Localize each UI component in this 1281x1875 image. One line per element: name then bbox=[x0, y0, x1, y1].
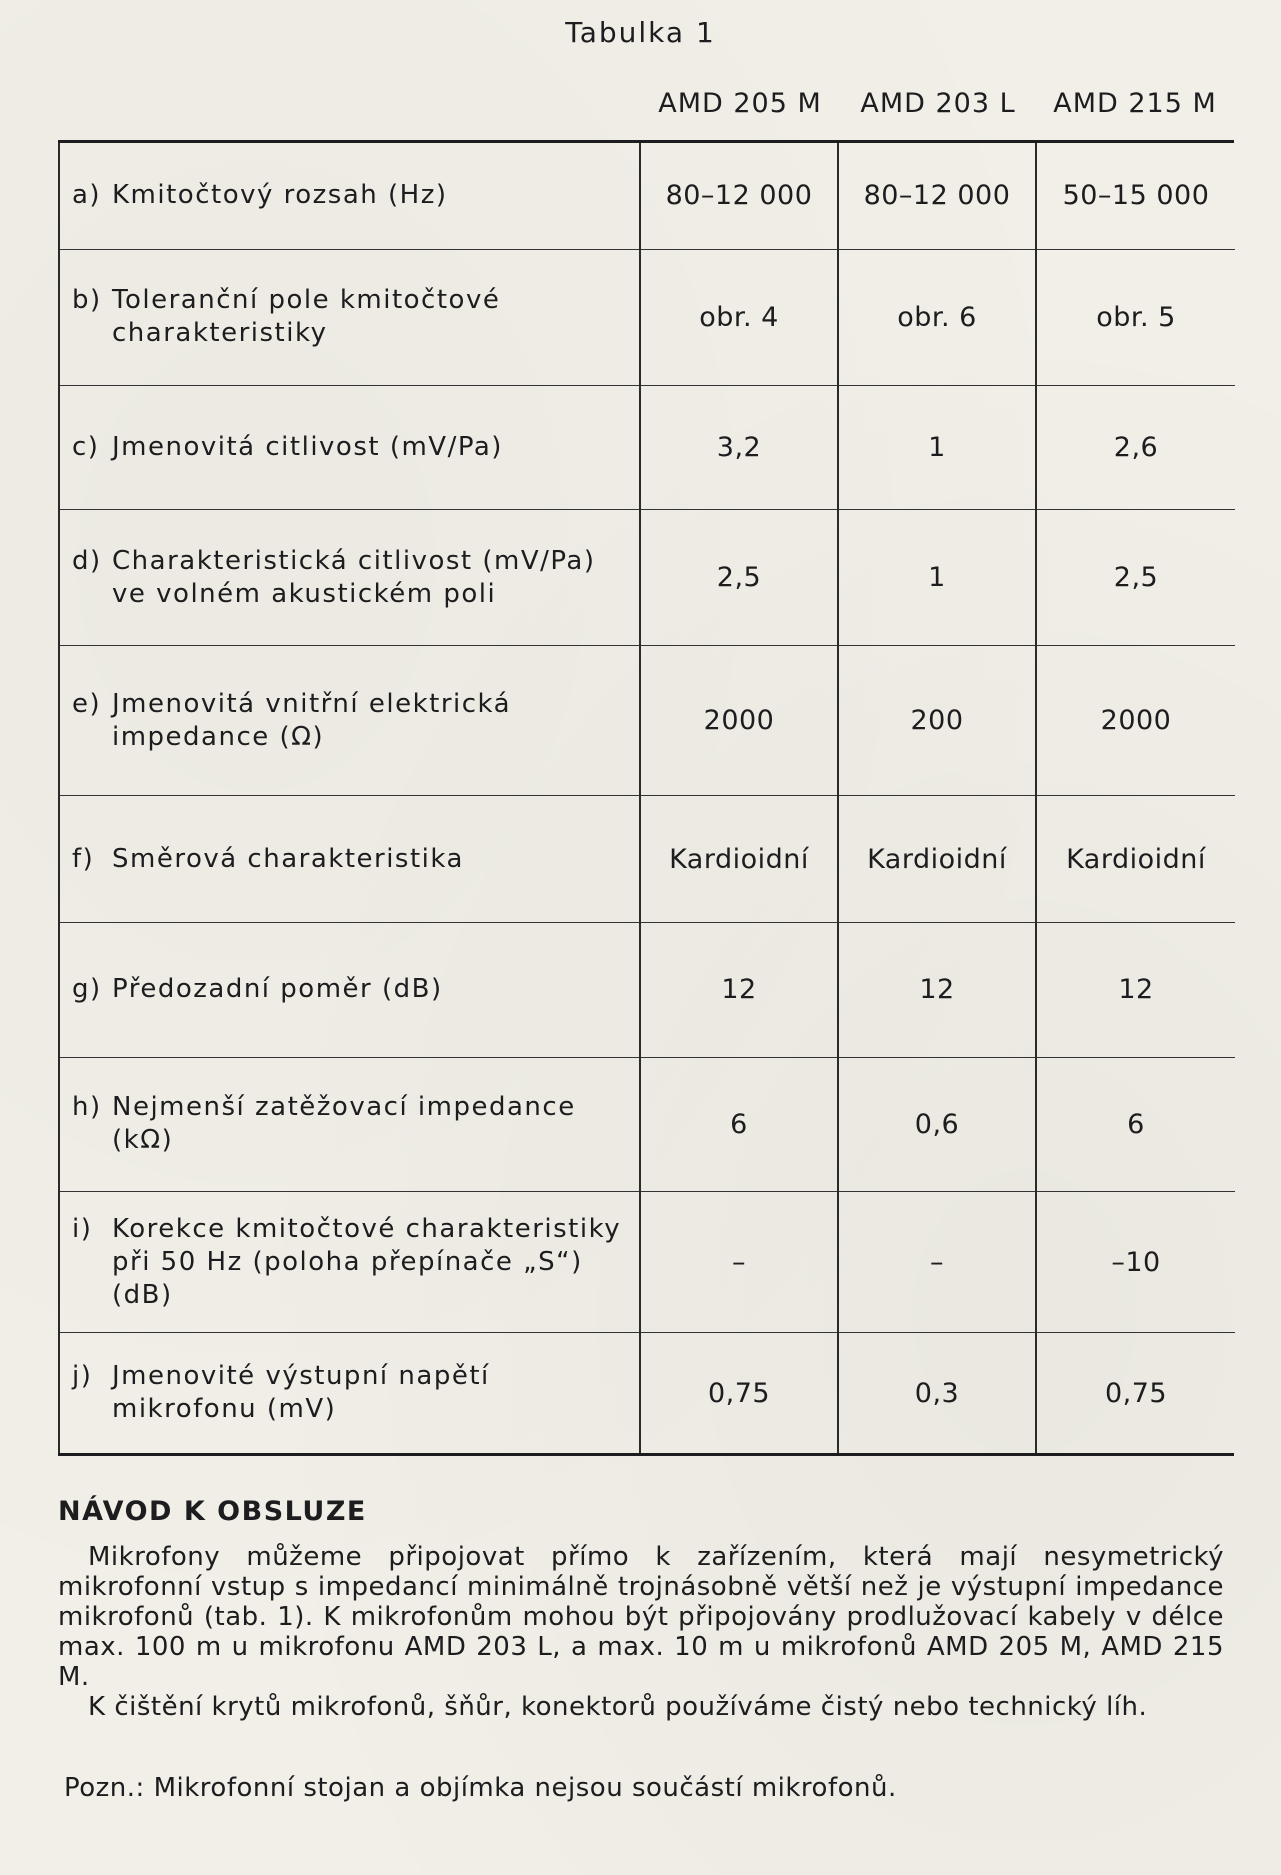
value-cell: 0,75 bbox=[1036, 1333, 1235, 1453]
value-cell: 6 bbox=[1036, 1057, 1235, 1192]
value-cell: 2,6 bbox=[1036, 386, 1235, 509]
row-label: Jmenovitá citlivost (mV/Pa) bbox=[112, 432, 503, 463]
value-cell: 80–12 000 bbox=[838, 143, 1036, 249]
instructions-paragraph: K čištění krytů mikrofonů, šňůr, konektorů používáme čistý nebo technický líh. bbox=[88, 1692, 1148, 1722]
value-cell: obr. 4 bbox=[640, 249, 838, 386]
row-key: a) bbox=[72, 180, 102, 211]
value-cell: Kardioidní bbox=[838, 796, 1036, 923]
instructions-body bbox=[58, 1542, 1224, 1722]
row-key: i) bbox=[72, 1213, 93, 1244]
row-key: f) bbox=[72, 843, 95, 874]
row-label: Jmenovité výstupní napětí mikrofonu (mV) bbox=[112, 1361, 490, 1425]
value-cell: 2000 bbox=[1036, 646, 1235, 796]
row-key: h) bbox=[72, 1092, 102, 1123]
value-cell: 200 bbox=[838, 646, 1036, 796]
row-label: Korekce kmitočtové charakteristiky při 50 Hz (poloha přepínače „S“) (dB) bbox=[112, 1213, 622, 1310]
spec-table-wrapper bbox=[58, 140, 1234, 1456]
row-label-cell bbox=[59, 1192, 640, 1333]
value-cell: 6 bbox=[640, 1057, 838, 1192]
row-label: Toleranční pole kmitočtové charakteristiky bbox=[112, 285, 501, 349]
table-row bbox=[59, 386, 1235, 509]
row-label: Charakteristická citlivost (mV/Pa) ve volném akustickém poli bbox=[112, 545, 596, 609]
row-label-cell bbox=[59, 1333, 640, 1453]
value-cell: 1 bbox=[838, 509, 1036, 646]
spec-table bbox=[58, 143, 1235, 1453]
row-key: b) bbox=[72, 285, 102, 316]
row-label: Kmitočtový rozsah (Hz) bbox=[112, 180, 448, 211]
value-cell: 80–12 000 bbox=[640, 143, 838, 249]
row-label-cell bbox=[59, 1057, 640, 1192]
footnote: Pozn.: Mikrofonní stojan a objímka nejsou součástí mikrofonů. bbox=[64, 1773, 897, 1803]
value-cell: 12 bbox=[640, 922, 838, 1057]
value-cell: – bbox=[640, 1192, 838, 1333]
value-cell: 12 bbox=[838, 922, 1036, 1057]
table-row bbox=[59, 1333, 1235, 1453]
row-key: j) bbox=[72, 1361, 93, 1392]
table-row bbox=[59, 1057, 1235, 1192]
value-cell: 0,3 bbox=[838, 1333, 1036, 1453]
row-label-cell bbox=[59, 386, 640, 509]
row-label: Předozadní poměr (dB) bbox=[112, 974, 443, 1005]
column-header-amd-203-l: AMD 203 L bbox=[860, 88, 1016, 119]
row-key: g) bbox=[72, 974, 102, 1005]
value-cell: Kardioidní bbox=[640, 796, 838, 923]
column-header-amd-215-m: AMD 215 M bbox=[1053, 88, 1217, 119]
value-cell: obr. 5 bbox=[1036, 249, 1235, 386]
table-row bbox=[59, 249, 1235, 386]
table-row bbox=[59, 922, 1235, 1057]
row-key: e) bbox=[72, 688, 102, 719]
row-label: Směrová charakteristika bbox=[112, 843, 464, 874]
instructions-paragraph: Mikrofony můžeme připojovat přímo k zařízením, která mají nesymetrický mikrofonní vstup s impedancí minimálně trojnásobně větší než je výstupní impedance mikrofonů (tab. 1). K mikrofonům mohou být připojovány prodlužovací kabely v délce max. 100 m u mikrofonu AMD 203 L, a max. 10 m u mikrofonů AMD 205 M, AMD 215 M. bbox=[58, 1542, 1224, 1692]
value-cell: 12 bbox=[1036, 922, 1235, 1057]
section-title: NÁVOD K OBSLUZE bbox=[58, 1496, 367, 1527]
table-row bbox=[59, 143, 1235, 249]
table-row bbox=[59, 796, 1235, 923]
row-label-cell bbox=[59, 796, 640, 923]
value-cell: 2,5 bbox=[1036, 509, 1235, 646]
table-caption: Tabulka 1 bbox=[565, 16, 716, 49]
row-label: Nejmenší zatěžovací impedance (kΩ) bbox=[112, 1092, 576, 1156]
row-label-cell bbox=[59, 922, 640, 1057]
row-key: c) bbox=[72, 432, 100, 463]
value-cell: Kardioidní bbox=[1036, 796, 1235, 923]
column-header-amd-205-m: AMD 205 M bbox=[658, 88, 822, 119]
row-label-cell bbox=[59, 249, 640, 386]
row-key: d) bbox=[72, 545, 102, 576]
value-cell: 3,2 bbox=[640, 386, 838, 509]
column-headers bbox=[0, 88, 1281, 128]
value-cell: 0,75 bbox=[640, 1333, 838, 1453]
row-label-cell bbox=[59, 143, 640, 249]
table-row bbox=[59, 646, 1235, 796]
row-label: Jmenovitá vnitřní elektrická impedance (Ω) bbox=[112, 688, 512, 752]
value-cell: obr. 6 bbox=[838, 249, 1036, 386]
row-label-cell bbox=[59, 646, 640, 796]
value-cell: 1 bbox=[838, 386, 1036, 509]
value-cell: – bbox=[838, 1192, 1036, 1333]
value-cell: 0,6 bbox=[838, 1057, 1036, 1192]
table-row bbox=[59, 509, 1235, 646]
value-cell: 50–15 000 bbox=[1036, 143, 1235, 249]
table-row bbox=[59, 1192, 1235, 1333]
value-cell: –10 bbox=[1036, 1192, 1235, 1333]
value-cell: 2000 bbox=[640, 646, 838, 796]
value-cell: 2,5 bbox=[640, 509, 838, 646]
row-label-cell bbox=[59, 509, 640, 646]
